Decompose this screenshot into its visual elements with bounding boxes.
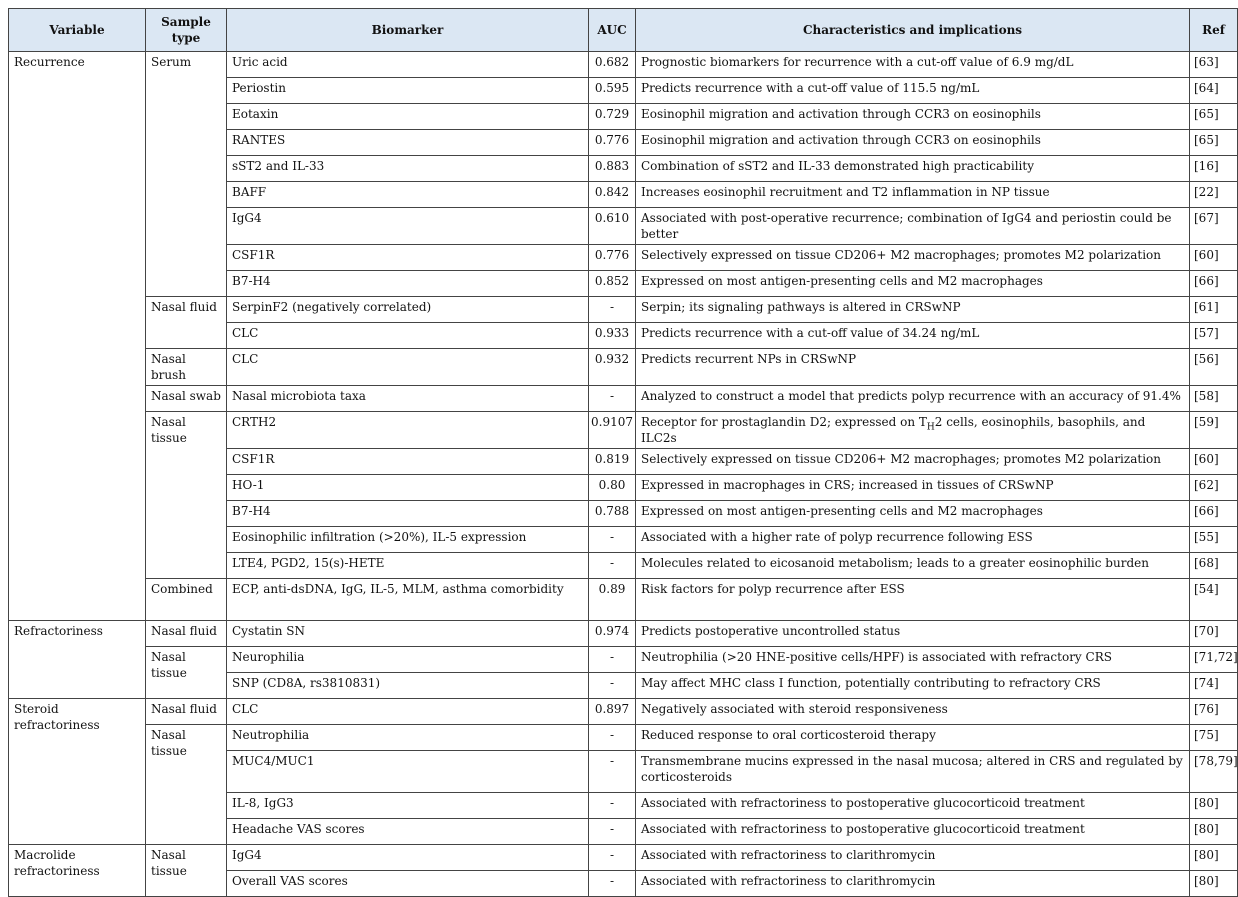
auc-cell: 0.682 bbox=[589, 52, 636, 78]
auc-cell: - bbox=[589, 297, 636, 323]
biomarker-table bbox=[8, 8, 1238, 897]
auc-cell: - bbox=[589, 819, 636, 845]
biomarker-cell: Eotaxin bbox=[227, 104, 589, 130]
ref-cell: [22] bbox=[1190, 182, 1238, 208]
ref-cell: [66] bbox=[1190, 501, 1238, 527]
characteristics-cell: Serpin; its signaling pathways is altered in CRSwNP bbox=[636, 297, 1190, 323]
biomarker-cell: IL-8, IgG3 bbox=[227, 793, 589, 819]
biomarker-cell: Neutrophilia bbox=[227, 725, 589, 751]
biomarker-cell: CLC bbox=[227, 349, 589, 386]
biomarker-cell: Eosinophilic infiltration (>20%), IL-5 expression bbox=[227, 527, 589, 553]
table-row bbox=[9, 297, 1238, 323]
biomarker-cell: Nasal microbiota taxa bbox=[227, 386, 589, 412]
auc-cell: - bbox=[589, 725, 636, 751]
biomarker-cell: Periostin bbox=[227, 78, 589, 104]
characteristics-cell: Selectively expressed on tissue CD206+ M2 macrophages; promotes M2 polarization bbox=[636, 449, 1190, 475]
ref-cell: [80] bbox=[1190, 871, 1238, 897]
sample-type-cell: Nasal fluid bbox=[146, 621, 227, 647]
auc-cell: - bbox=[589, 871, 636, 897]
characteristics-text: 2 cells, eosinophils, basophils, and ILC2s bbox=[641, 415, 1146, 445]
auc-cell: - bbox=[589, 527, 636, 553]
ref-cell: [78,79] bbox=[1190, 751, 1238, 793]
characteristics-cell: Predicts recurrent NPs in CRSwNP bbox=[636, 349, 1190, 386]
auc-cell: 0.610 bbox=[589, 208, 636, 245]
characteristics-cell: Associated with refractoriness to postoperative glucocorticoid treatment bbox=[636, 819, 1190, 845]
ref-cell: [56] bbox=[1190, 349, 1238, 386]
auc-cell: - bbox=[589, 673, 636, 699]
biomarker-cell: SerpinF2 (negatively correlated) bbox=[227, 297, 589, 323]
biomarker-cell: CSF1R bbox=[227, 449, 589, 475]
table-row bbox=[9, 349, 1238, 386]
ref-cell: [57] bbox=[1190, 323, 1238, 349]
characteristics-cell: Associated with refractoriness to postoperative glucocorticoid treatment bbox=[636, 793, 1190, 819]
header-sample-type: Sample type bbox=[146, 9, 227, 52]
ref-cell: [80] bbox=[1190, 793, 1238, 819]
biomarker-cell: IgG4 bbox=[227, 208, 589, 245]
biomarker-cell: CSF1R bbox=[227, 245, 589, 271]
characteristics-cell: Neutrophilia (>20 HNE-positive cells/HPF) is associated with refractory CRS bbox=[636, 647, 1190, 673]
ref-cell: [54] bbox=[1190, 579, 1238, 621]
sample-type-cell: Combined bbox=[146, 579, 227, 621]
characteristics-cell: Associated with refractoriness to clarithromycin bbox=[636, 845, 1190, 871]
ref-cell: [55] bbox=[1190, 527, 1238, 553]
characteristics-cell: Eosinophil migration and activation through CCR3 on eosinophils bbox=[636, 130, 1190, 156]
sample-type-cell: Nasal brush bbox=[146, 349, 227, 386]
header-biomarker: Biomarker bbox=[227, 9, 589, 52]
table-row bbox=[9, 699, 1238, 725]
ref-cell: [67] bbox=[1190, 208, 1238, 245]
table-row bbox=[9, 725, 1238, 751]
ref-cell: [59] bbox=[1190, 412, 1238, 449]
ref-cell: [80] bbox=[1190, 845, 1238, 871]
auc-cell: 0.933 bbox=[589, 323, 636, 349]
ref-cell: [58] bbox=[1190, 386, 1238, 412]
auc-cell: - bbox=[589, 553, 636, 579]
ref-cell: [75] bbox=[1190, 725, 1238, 751]
subscript-text: H bbox=[926, 422, 935, 433]
ref-cell: [65] bbox=[1190, 104, 1238, 130]
table-row bbox=[9, 386, 1238, 412]
sample-type-cell: Nasal tissue bbox=[146, 412, 227, 579]
characteristics-cell: Associated with post-operative recurrence; combination of IgG4 and periostin could be better bbox=[636, 208, 1190, 245]
auc-cell: 0.776 bbox=[589, 245, 636, 271]
variable-cell: Steroid refractoriness bbox=[9, 699, 146, 845]
ref-cell: [76] bbox=[1190, 699, 1238, 725]
characteristics-cell: Expressed on most antigen-presenting cells and M2 macrophages bbox=[636, 501, 1190, 527]
biomarker-cell: B7-H4 bbox=[227, 271, 589, 297]
sample-type-cell: Nasal fluid bbox=[146, 297, 227, 349]
auc-cell: 0.852 bbox=[589, 271, 636, 297]
characteristics-cell: Eosinophil migration and activation through CCR3 on eosinophils bbox=[636, 104, 1190, 130]
sample-type-cell: Nasal tissue bbox=[146, 647, 227, 699]
auc-cell: - bbox=[589, 386, 636, 412]
biomarker-cell: MUC4/MUC1 bbox=[227, 751, 589, 793]
characteristics-cell: Expressed on most antigen-presenting cells and M2 macrophages bbox=[636, 271, 1190, 297]
header-ref: Ref bbox=[1190, 9, 1238, 52]
sample-type-cell: Nasal tissue bbox=[146, 845, 227, 897]
auc-cell: 0.595 bbox=[589, 78, 636, 104]
sample-type-cell: Nasal tissue bbox=[146, 725, 227, 845]
characteristics-cell: Predicts postoperative uncontrolled status bbox=[636, 621, 1190, 647]
header-auc: AUC bbox=[589, 9, 636, 52]
biomarker-cell: BAFF bbox=[227, 182, 589, 208]
characteristics-cell: Predicts recurrence with a cut-off value of 115.5 ng/mL bbox=[636, 78, 1190, 104]
characteristics-cell: Selectively expressed on tissue CD206+ M2 macrophages; promotes M2 polarization bbox=[636, 245, 1190, 271]
ref-cell: [70] bbox=[1190, 621, 1238, 647]
characteristics-cell: Molecules related to eicosanoid metabolism; leads to a greater eosinophilic burden bbox=[636, 553, 1190, 579]
ref-cell: [16] bbox=[1190, 156, 1238, 182]
auc-cell: 0.80 bbox=[589, 475, 636, 501]
biomarker-cell: ECP, anti-dsDNA, IgG, IL-5, MLM, asthma comorbidity bbox=[227, 579, 589, 621]
variable-cell: Recurrence bbox=[9, 52, 146, 621]
table-row bbox=[9, 412, 1238, 449]
ref-cell: [60] bbox=[1190, 245, 1238, 271]
biomarker-cell: Uric acid bbox=[227, 52, 589, 78]
auc-cell: 0.883 bbox=[589, 156, 636, 182]
auc-cell: - bbox=[589, 793, 636, 819]
characteristics-cell: May affect MHC class I function, potentially contributing to refractory CRS bbox=[636, 673, 1190, 699]
auc-cell: 0.788 bbox=[589, 501, 636, 527]
ref-cell: [66] bbox=[1190, 271, 1238, 297]
sample-type-cell: Nasal swab bbox=[146, 386, 227, 412]
table-row bbox=[9, 845, 1238, 871]
biomarker-cell: Overall VAS scores bbox=[227, 871, 589, 897]
ref-cell: [63] bbox=[1190, 52, 1238, 78]
auc-cell: 0.9107 bbox=[589, 412, 636, 449]
biomarker-cell: Headache VAS scores bbox=[227, 819, 589, 845]
auc-cell: 0.819 bbox=[589, 449, 636, 475]
biomarker-cell: LTE4, PGD2, 15(s)-HETE bbox=[227, 553, 589, 579]
characteristics-text: Receptor for prostaglandin D2; expressed on T bbox=[641, 415, 927, 429]
auc-cell: - bbox=[589, 647, 636, 673]
characteristics-cell: Prognostic biomarkers for recurrence with a cut-off value of 6.9 mg/dL bbox=[636, 52, 1190, 78]
biomarker-cell: sST2 and IL-33 bbox=[227, 156, 589, 182]
characteristics-cell: Negatively associated with steroid responsiveness bbox=[636, 699, 1190, 725]
ref-cell: [80] bbox=[1190, 819, 1238, 845]
ref-cell: [68] bbox=[1190, 553, 1238, 579]
characteristics-cell: Reduced response to oral corticosteroid therapy bbox=[636, 725, 1190, 751]
sample-type-cell: Nasal fluid bbox=[146, 699, 227, 725]
biomarker-cell: RANTES bbox=[227, 130, 589, 156]
auc-cell: 0.842 bbox=[589, 182, 636, 208]
ref-cell: [61] bbox=[1190, 297, 1238, 323]
biomarker-cell: IgG4 bbox=[227, 845, 589, 871]
table-row bbox=[9, 621, 1238, 647]
auc-cell: 0.776 bbox=[589, 130, 636, 156]
header-characteristics: Characteristics and implications bbox=[636, 9, 1190, 52]
table-header-row bbox=[9, 9, 1238, 52]
table-row bbox=[9, 647, 1238, 673]
characteristics-cell: Associated with a higher rate of polyp recurrence following ESS bbox=[636, 527, 1190, 553]
auc-cell: 0.729 bbox=[589, 104, 636, 130]
sample-type-cell: Serum bbox=[146, 52, 227, 297]
characteristics-cell: Increases eosinophil recruitment and T2 inflammation in NP tissue bbox=[636, 182, 1190, 208]
characteristics-cell: Associated with refractoriness to clarithromycin bbox=[636, 871, 1190, 897]
auc-cell: 0.89 bbox=[589, 579, 636, 621]
biomarker-cell: CLC bbox=[227, 323, 589, 349]
auc-cell: - bbox=[589, 845, 636, 871]
auc-cell: 0.932 bbox=[589, 349, 636, 386]
biomarker-cell: CRTH2 bbox=[227, 412, 589, 449]
ref-cell: [62] bbox=[1190, 475, 1238, 501]
characteristics-cell: Predicts recurrence with a cut-off value of 34.24 ng/mL bbox=[636, 323, 1190, 349]
characteristics-cell: Combination of sST2 and IL-33 demonstrated high practicability bbox=[636, 156, 1190, 182]
auc-cell: - bbox=[589, 751, 636, 793]
ref-cell: [71,72] bbox=[1190, 647, 1238, 673]
biomarker-cell: CLC bbox=[227, 699, 589, 725]
variable-cell: Macrolide refractoriness bbox=[9, 845, 146, 897]
table-row bbox=[9, 52, 1238, 78]
ref-cell: [74] bbox=[1190, 673, 1238, 699]
table-row bbox=[9, 579, 1238, 621]
ref-cell: [64] bbox=[1190, 78, 1238, 104]
biomarker-cell: Neurophilia bbox=[227, 647, 589, 673]
auc-cell: 0.897 bbox=[589, 699, 636, 725]
characteristics-cell: Risk factors for polyp recurrence after ESS bbox=[636, 579, 1190, 621]
characteristics-cell bbox=[636, 412, 1190, 449]
variable-cell: Refractoriness bbox=[9, 621, 146, 699]
auc-cell: 0.974 bbox=[589, 621, 636, 647]
biomarker-cell: B7-H4 bbox=[227, 501, 589, 527]
biomarker-cell: SNP (CD8A, rs3810831) bbox=[227, 673, 589, 699]
ref-cell: [60] bbox=[1190, 449, 1238, 475]
characteristics-cell: Expressed in macrophages in CRS; increased in tissues of CRSwNP bbox=[636, 475, 1190, 501]
biomarker-cell: Cystatin SN bbox=[227, 621, 589, 647]
ref-cell: [65] bbox=[1190, 130, 1238, 156]
biomarker-cell: HO-1 bbox=[227, 475, 589, 501]
characteristics-cell: Analyzed to construct a model that predicts polyp recurrence with an accuracy of 91.4% bbox=[636, 386, 1190, 412]
characteristics-cell: Transmembrane mucins expressed in the nasal mucosa; altered in CRS and regulated by corticosteroids bbox=[636, 751, 1190, 793]
header-variable: Variable bbox=[9, 9, 146, 52]
